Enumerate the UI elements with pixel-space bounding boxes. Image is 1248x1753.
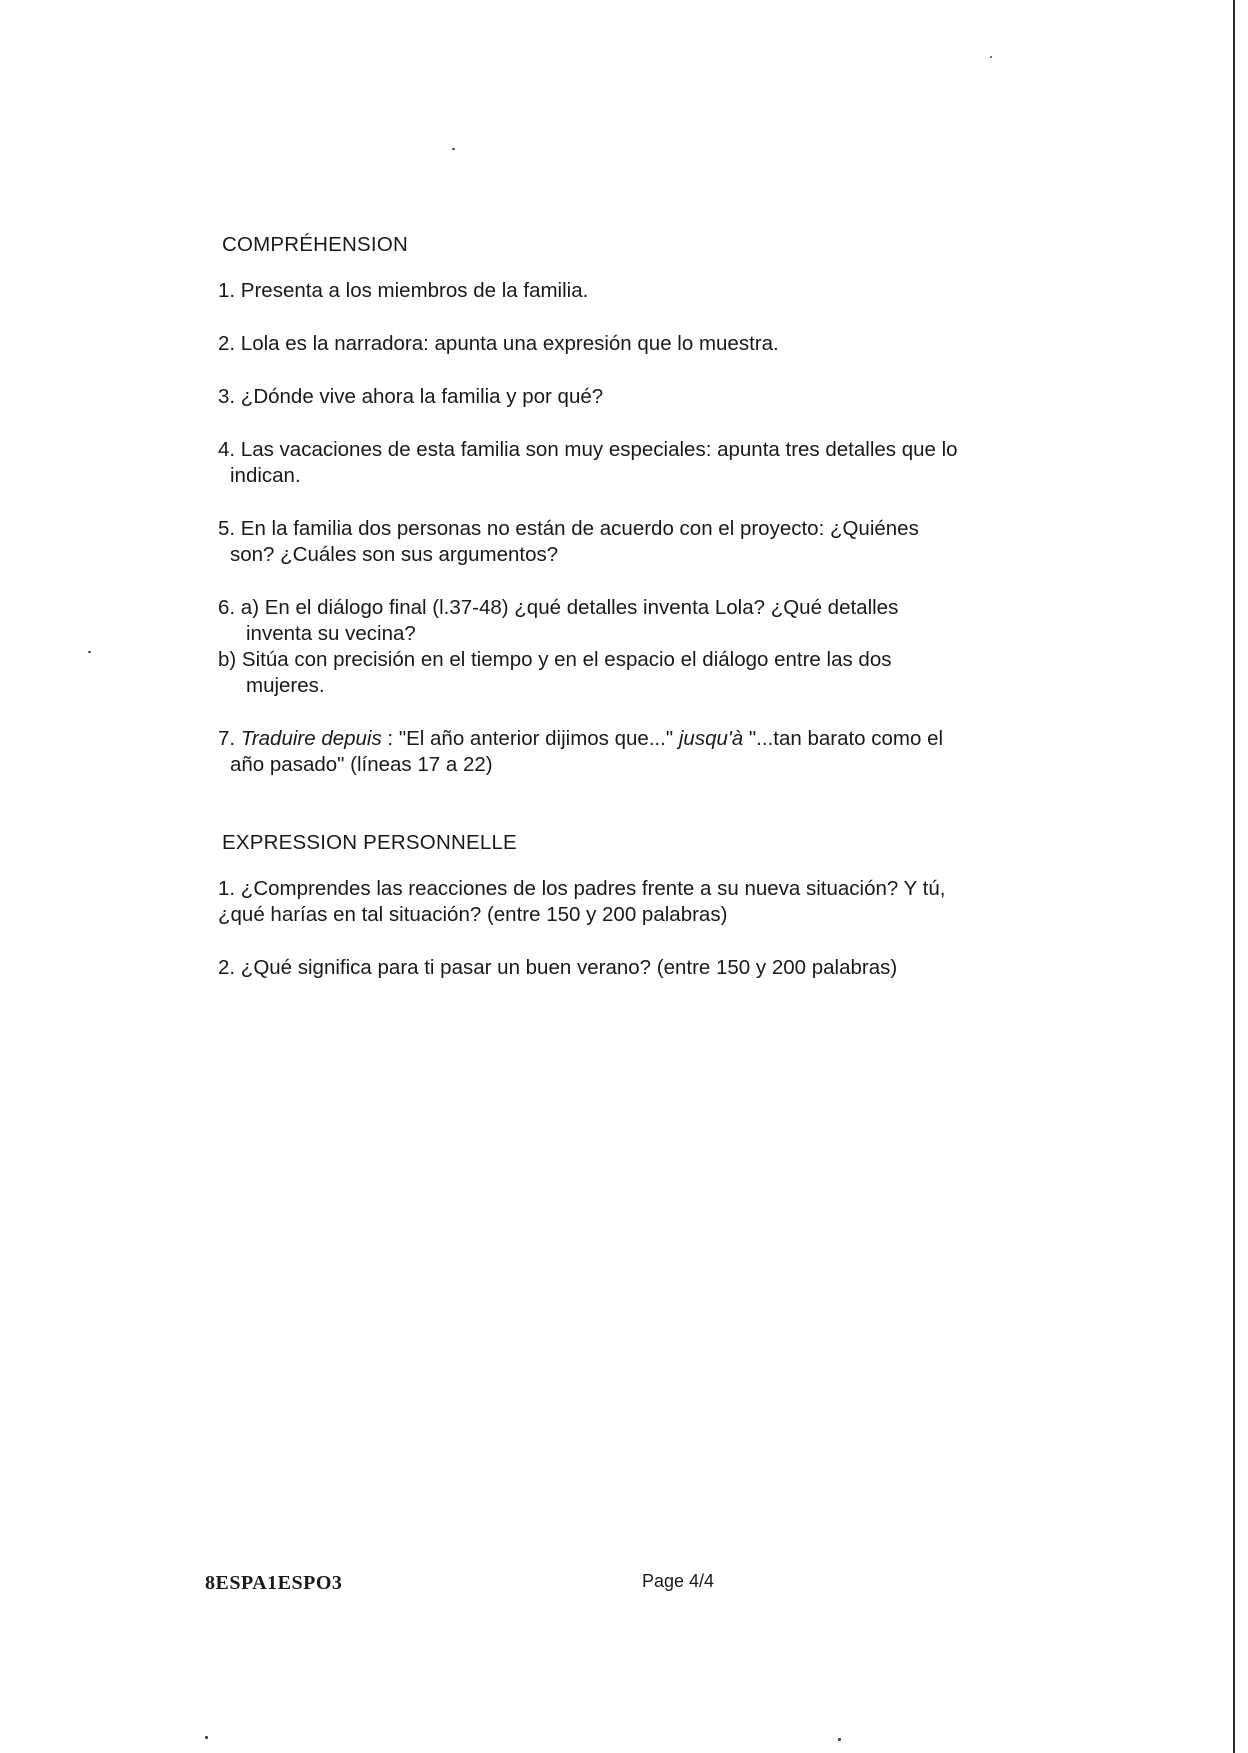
- instruction-italic: jusqu'à: [678, 727, 744, 750]
- question-number: 7.: [218, 727, 236, 750]
- comprehension-question-4: [218, 437, 1098, 489]
- question-text-line-1: 1. ¿Comprendes las reacciones de los padres frente a su nueva situación? Y tú,: [218, 877, 946, 900]
- question-text-line-1: 4. Las vacaciones de esta familia son muy especiales: apunta tres detalles que lo: [218, 438, 958, 461]
- expression-question-1: [218, 876, 1098, 928]
- question-text: "...tan barato como el: [743, 727, 944, 750]
- comprehension-title: COMPRÉHENSION: [222, 233, 408, 256]
- question-text-line-1: 5. En la familia dos personas no están de acuerdo con el proyecto: ¿Quiénes: [218, 517, 919, 540]
- comprehension-question-3: [218, 384, 1098, 410]
- comprehension-question-5: [218, 516, 1098, 568]
- scan-speck: [990, 56, 992, 58]
- exam-content: [218, 232, 1098, 1008]
- question-text: 2. ¿Qué significa para ti pasar un buen verano? (entre 150 y 200 palabras): [218, 956, 898, 979]
- comprehension-question-6a: [218, 595, 1098, 647]
- question-text-line-2: mujeres.: [246, 674, 325, 697]
- comprehension-question-7: [218, 726, 1098, 778]
- scan-speck: [88, 651, 91, 653]
- expression-question-2: [218, 955, 1098, 981]
- scan-edge-line: [1233, 0, 1235, 1753]
- question-text: 1. Presenta a los miembros de la familia.: [218, 279, 589, 302]
- question-text: 2. Lola es la narradora: apunta una expresión que lo muestra.: [218, 332, 779, 355]
- question-text-line-2: año pasado" (líneas 17 a 22): [230, 753, 493, 776]
- comprehension-question-1: [218, 278, 1098, 304]
- scan-speck: [205, 1736, 208, 1739]
- comprehension-question-6b: [218, 647, 1098, 699]
- question-text-line-2: ¿qué harías en tal situación? (entre 150 y 200 palabras): [218, 903, 728, 926]
- question-text-line-2: inventa su vecina?: [246, 622, 416, 645]
- question-text-line-1: b) Sitúa con precisión en el tiempo y en el espacio el diálogo entre las dos: [218, 648, 892, 671]
- comprehension-question-2: [218, 331, 1098, 357]
- question-text-line-2: indican.: [230, 464, 301, 487]
- instruction-italic: Traduire depuis: [240, 727, 382, 750]
- expression-title: EXPRESSION PERSONNELLE: [222, 831, 517, 854]
- question-text-line-1: 6. a) En el diálogo final (l.37-48) ¿qué detalles inventa Lola? ¿Qué detalles: [218, 596, 899, 619]
- scan-speck: [838, 1738, 841, 1741]
- scan-speck: [452, 148, 455, 150]
- page-number: Page 4/4: [642, 1571, 715, 1591]
- exam-code: 8ESPA1ESPO3: [205, 1572, 343, 1594]
- question-text: 3. ¿Dónde vive ahora la familia y por qué?: [218, 385, 604, 408]
- question-text-line-2: son? ¿Cuáles son sus argumentos?: [230, 543, 559, 566]
- question-text: : "El año anterior dijimos que...": [381, 727, 679, 750]
